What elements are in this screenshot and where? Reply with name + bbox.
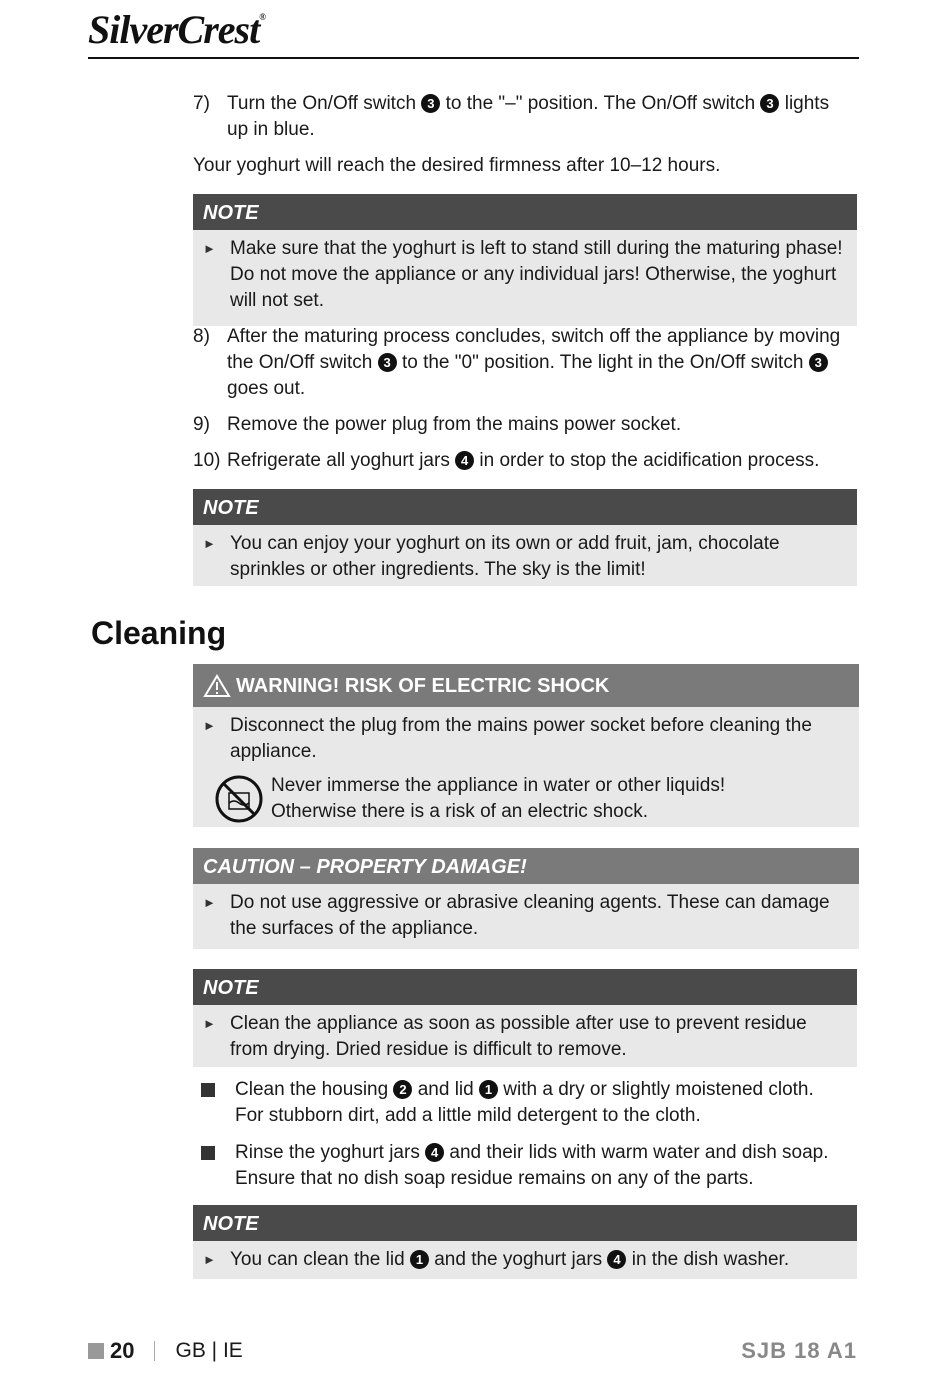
square-bullet-icon — [201, 1083, 215, 1097]
arrow-bullet-icon: ► — [203, 241, 216, 256]
note-title: NOTE — [193, 489, 857, 525]
note-box — [193, 489, 857, 586]
note-title: NOTE — [193, 1205, 857, 1241]
arrow-bullet-icon: ► — [203, 1016, 216, 1031]
warning-box — [193, 664, 859, 827]
note-box — [193, 969, 857, 1067]
list-item: Clean the housing 2 and lid 1 with a dry or slightly moistened cloth. For stubborn dirt, add a little mild detergent to the cloth. — [193, 1077, 853, 1129]
ref-number-icon: 4 — [607, 1250, 626, 1269]
note-body — [193, 525, 857, 586]
model-number: SJB 18 A1 — [741, 1338, 857, 1363]
warning-title-bar — [193, 664, 859, 707]
caution-text: Do not use aggressive or abrasive cleaning agents. These can damage the surfaces of the appliance. — [230, 892, 830, 939]
ref-number-icon: 3 — [378, 353, 397, 372]
note-text: Clean the appliance as soon as possible after use to prevent residue from drying. Dried residue is difficult to remove. — [230, 1013, 807, 1060]
ref-number-icon: 3 — [809, 353, 828, 372]
step-text: Turn the On/Off switch 3 to the "–" position. The On/Off switch 3 lights up in blue. — [227, 93, 830, 140]
page-number: 20 — [110, 1338, 135, 1363]
brand-name: SilverCrest — [88, 7, 260, 52]
caution-box — [193, 848, 859, 949]
note-body — [193, 230, 857, 326]
step-8 — [193, 324, 859, 402]
ref-number-icon: 4 — [455, 451, 474, 470]
warning-body — [193, 707, 859, 827]
arrow-bullet-icon: ► — [203, 536, 216, 551]
brand-logo — [88, 6, 265, 53]
step-text: After the maturing process concludes, switch off the appliance by moving the On/Off switch 3 to the "0" position. The light in the On/Off switch 3 goes out. — [227, 326, 841, 399]
note-box — [193, 1205, 857, 1279]
step-7 — [193, 91, 853, 143]
ref-number-icon: 1 — [479, 1080, 498, 1099]
page-marker-icon — [88, 1343, 104, 1359]
caution-title: CAUTION – PROPERTY DAMAGE! — [193, 848, 859, 884]
step-number: 10) — [193, 450, 221, 471]
note-text: You can enjoy your yoghurt on its own or add fruit, jam, chocolate sprinkles or other ingredients. The sky is the limit! — [230, 533, 780, 580]
language-label: GB | IE — [175, 1339, 243, 1362]
ref-number-icon: 1 — [410, 1250, 429, 1269]
note-text: You can clean the lid 1 and the yoghurt jars 4 in the dish washer. — [230, 1249, 790, 1270]
note-title: NOTE — [193, 194, 857, 230]
square-bullet-icon — [201, 1146, 215, 1160]
immerse-text-1: Never immerse the appliance in water or other liquids! — [271, 775, 726, 796]
warning-triangle-icon — [203, 674, 231, 698]
step-text: Remove the power plug from the mains power socket. — [227, 414, 682, 435]
note-box — [193, 194, 857, 326]
step-text: Refrigerate all yoghurt jars 4 in order to stop the acidification process. — [227, 450, 820, 471]
step-number: 9) — [193, 414, 210, 435]
no-immersion-icon — [213, 773, 265, 825]
section-heading: Cleaning — [91, 615, 227, 651]
registered-mark: ® — [259, 12, 265, 22]
ref-number-icon: 3 — [421, 94, 440, 113]
firmness-text: Your yoghurt will reach the desired firmness after 10–12 hours. — [193, 155, 721, 176]
step-10 — [193, 448, 819, 474]
note-text: Make sure that the yoghurt is left to stand still during the maturing phase! Do not move the appliance or any individual jars! Otherwise, the yoghurt will not set. — [230, 238, 843, 311]
list-item: Rinse the yoghurt jars 4 and their lids with warm water and dish soap. Ensure that no dish soap residue remains on any of the parts. — [193, 1140, 853, 1192]
step-9 — [193, 412, 681, 438]
immerse-text-2: Otherwise there is a risk of an electric shock. — [271, 801, 648, 822]
ref-number-icon: 2 — [393, 1080, 412, 1099]
ref-number-icon: 3 — [760, 94, 779, 113]
step-number: 7) — [193, 93, 210, 114]
arrow-bullet-icon: ► — [203, 718, 216, 733]
note-title: NOTE — [193, 969, 857, 1005]
note-body — [193, 1005, 857, 1067]
footer-divider — [154, 1341, 155, 1361]
note-body — [193, 1241, 857, 1279]
caution-body — [193, 884, 859, 949]
footer-left — [88, 1338, 243, 1364]
header-rule — [88, 57, 859, 59]
warning-text: Disconnect the plug from the mains power socket before cleaning the appliance. — [230, 715, 812, 762]
warning-title: WARNING! RISK OF ELECTRIC SHOCK — [236, 674, 610, 697]
arrow-bullet-icon: ► — [203, 1252, 216, 1267]
arrow-bullet-icon: ► — [203, 895, 216, 910]
ref-number-icon: 4 — [425, 1143, 444, 1162]
step-number: 8) — [193, 326, 210, 347]
